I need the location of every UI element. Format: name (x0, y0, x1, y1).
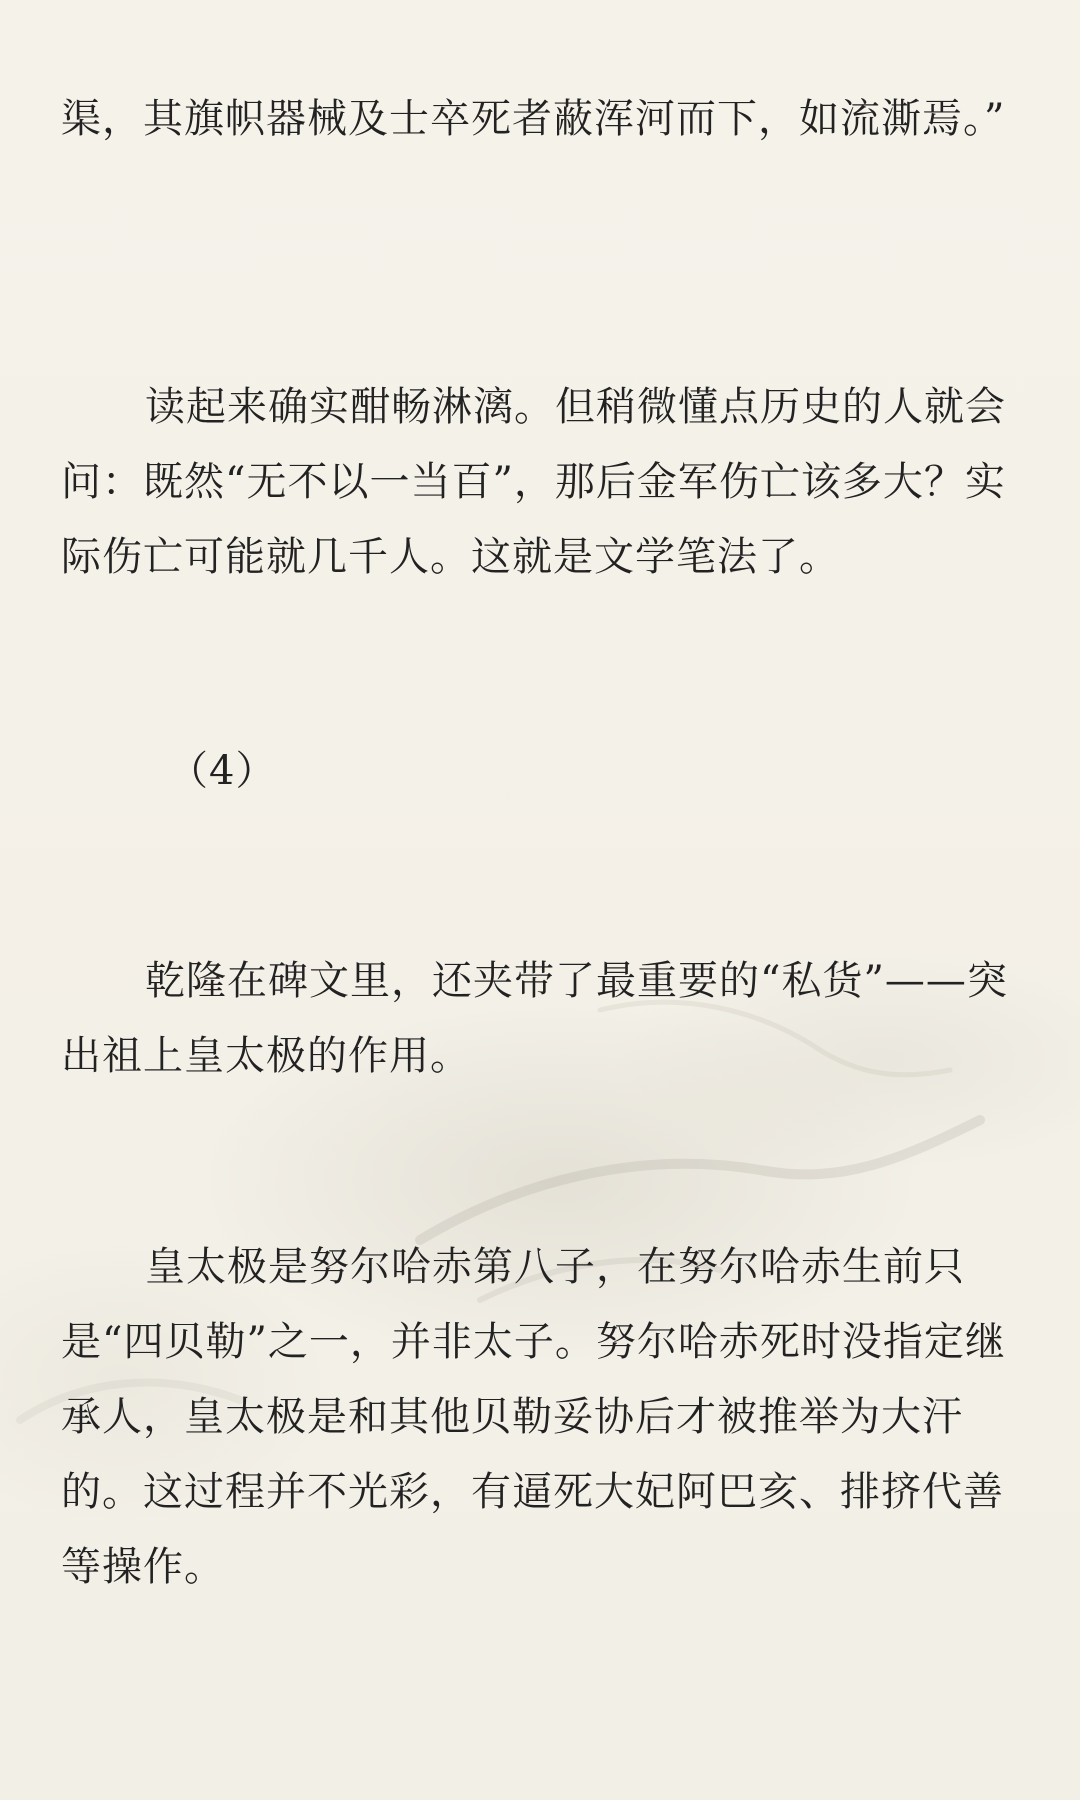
paragraph-quote-end: 渠，其旗帜器械及士卒死者蔽浑河而下，如流澌焉。” (61, 96, 1006, 142)
paragraph-qianlong: 乾隆在碑文里，还夹带了最重要的“私货”——突出祖上皇太极的作用。 (61, 958, 1008, 1079)
paragraph-hong-taiji: 皇太极是努尔哈赤第八子，在努尔哈赤生前只是“四贝勒”之一，并非太子。努尔哈赤死时没指定继承人，皇太极是和其他贝勒妥协后才被推举为大汗的。这过程并不光彩，有逼死大妃阿巴亥、排挤代善等操作。 (61, 1244, 1006, 1590)
paragraph-commentary: 读起来确实酣畅淋漓。但稍微懂点历史的人就会问：既然“无不以一当百”，那后金军伤亡该多大？实际伤亡可能就几千人。这就是文学笔法了。 (61, 384, 1006, 580)
section-number: （4） (168, 748, 277, 794)
